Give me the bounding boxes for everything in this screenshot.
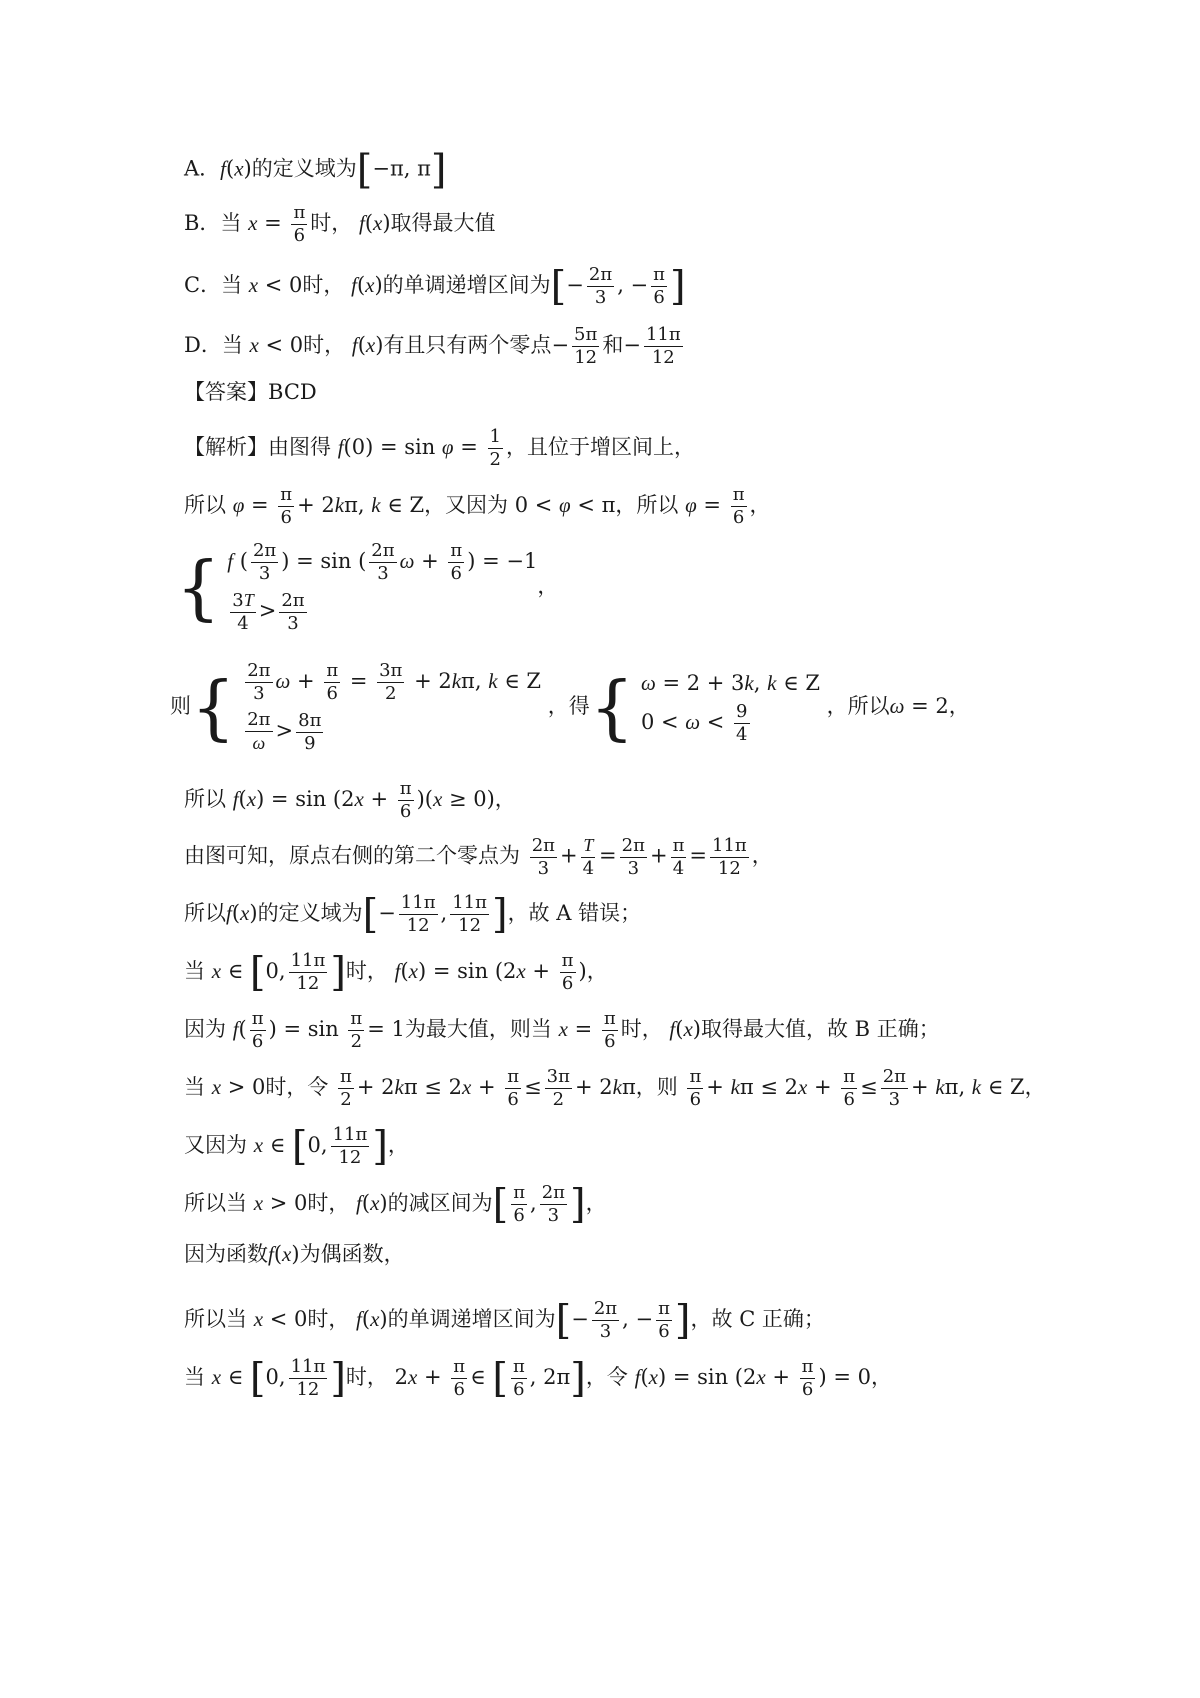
analysis-text: 则	[170, 694, 191, 718]
analysis-text: ，所以	[615, 493, 679, 517]
answer-label: 【答案】	[184, 380, 268, 404]
analysis-text: 所以	[184, 787, 226, 811]
analysis-text: 的单调递增区间为	[387, 1307, 556, 1331]
option-text: 的单调递增区间为	[382, 273, 551, 297]
analysis-text: ，又因为	[424, 493, 509, 517]
formula: ]	[669, 263, 686, 310]
option-text: 当	[220, 211, 242, 235]
analysis-text: 因为	[184, 1017, 226, 1041]
analysis-line-15: 当 x ∈ [0, $\frac{11\pi}{12}$ ]时， 2x + $\frac{\pi}{6}$ ∈ [ $\frac{\pi}{6}$ , 2π]，令 f(x) = sin (2x + $\frac{\pi}{6}$ ) = 0，	[184, 1355, 892, 1402]
option-label: B．	[184, 211, 221, 235]
analysis-line-4: 则{ $\frac{2\pi}{3}$ ω + $\frac{\pi}{6}$ = $\frac{3\pi}{2}$ + 2kπ, k ∈ Z $\frac{2\pi}{\omega}$ > $\frac{8\pi}{9}$ ，得{ ω = 2 + 3k, k ∈ Z 0 < ω < $\frac{9}{4}$ ，所以ω = 2，	[170, 660, 970, 754]
option-label: C．	[184, 273, 222, 297]
fraction: $\frac{\pi}{6}$	[399, 778, 412, 822]
option-text: 和	[602, 333, 624, 357]
formula: f	[351, 273, 357, 297]
option-text: 有且只有两个零点	[383, 333, 552, 357]
equation-system: $\frac{2\pi}{3}$ ω + $\frac{\pi}{6}$ = $\frac{3\pi}{2}$ + 2kπ, k ∈ Z $\frac{2\pi}{\omega}$ > $\frac{8\pi}{9}$	[247, 660, 542, 754]
analysis-label: 【解析】	[184, 435, 268, 459]
analysis-text: 又因为	[184, 1133, 247, 1157]
formula: )	[243, 156, 252, 181]
option-text: 的定义域为	[251, 156, 357, 181]
formula: {	[176, 546, 221, 629]
analysis-text: 因为函数	[184, 1242, 268, 1266]
fraction: $\frac{5\pi}{12}$	[574, 324, 598, 368]
option-text: 当	[221, 333, 243, 357]
formula: x	[248, 273, 259, 297]
formula: [	[550, 263, 567, 310]
analysis-line-1: 【解析】由图得 f(0) = sin φ = $\frac{1}{2}$ ，且位于增区间上，	[184, 426, 695, 470]
option-d: D．当 x < 0时， f(x)有且只有两个零点− $\frac{5\pi}{12}$ 和− $\frac{11\pi}{12}$	[184, 324, 681, 368]
formula: φ	[232, 493, 245, 517]
analysis-text: 的定义域为	[257, 901, 363, 925]
analysis-text: 时，令	[265, 1075, 329, 1099]
formula: [	[356, 147, 373, 193]
analysis-text: 所以当	[184, 1191, 247, 1215]
analysis-text: 时，	[620, 1017, 663, 1041]
fraction: $\frac{2\pi}{3}$	[588, 264, 613, 308]
analysis-line-8: 当 x ∈ [0, $\frac{11\pi}{12}$ ]时， f(x) = sin (2x + $\frac{\pi}{6}$ )，	[184, 949, 608, 996]
analysis-line-11: 又因为 x ∈ [0, $\frac{11\pi}{12}$ ]，	[184, 1123, 409, 1170]
analysis-text: 时，	[345, 1365, 388, 1389]
option-text: 取得最大值	[390, 211, 496, 235]
analysis-line-5: 所以 f(x) = sin (2x + $\frac{\pi}{6}$ )(x ≥ 0)，	[184, 778, 516, 822]
option-text: 时，	[303, 333, 346, 357]
analysis-text: 由图得	[268, 435, 331, 459]
option-a	[184, 147, 447, 193]
formula: f	[337, 435, 344, 459]
option-label: D．	[184, 333, 222, 357]
formula: x	[249, 333, 259, 357]
analysis-line-6: 由图可知，原点右侧的第二个零点为 $\frac{2\pi}{3}$ + $\frac{T}{4}$ = $\frac{2\pi}{3}$ + $\frac{\pi}{4}$ = $\frac{11\pi}{12}$ ，	[184, 834, 773, 879]
fraction: $\frac{11\pi}{12}$	[645, 324, 681, 368]
analysis-line-2: 所以 φ = $\frac{\pi}{6}$ + 2kπ, k ∈ Z，又因为 0 < φ < π，所以 φ = $\frac{\pi}{6}$ ，	[184, 484, 771, 528]
formula: f	[220, 156, 227, 181]
fraction: $\frac{\pi}{6}$	[280, 484, 293, 528]
fraction: $\frac{\pi}{6}$	[732, 484, 745, 528]
analysis-text: 当	[184, 959, 205, 983]
analysis-text: 为最大值，则当	[404, 1017, 552, 1041]
analysis-text: 为偶函数，	[299, 1242, 405, 1266]
formula: (	[226, 156, 235, 181]
option-text: 时，	[310, 211, 353, 235]
analysis-line-10: 当 x > 0时，令 $\frac{\pi}{2}$ + 2kπ ≤ 2x + $\frac{\pi}{6}$ ≤ $\frac{3\pi}{2}$ + 2kπ，则 $\frac{\pi}{6}$ + kπ ≤ 2x + $\frac{\pi}{6}$ ≤ $\frac{2\pi}{3}$ + kπ, k ∈ Z，	[184, 1066, 1046, 1110]
analysis-text: ，故 C 正确；	[690, 1307, 825, 1331]
formula: {	[191, 666, 236, 749]
fraction: $\frac{1}{2}$	[489, 426, 501, 470]
option-b: B．当 x = $\frac{\pi}{6}$ 时， f(x)取得最大值	[184, 202, 496, 246]
analysis-text: 所以	[184, 493, 226, 517]
analysis-line-12: 所以当 x > 0时， f(x)的减区间为[ $\frac{\pi}{6}$ , $\frac{2\pi}{3}$ ]，	[184, 1181, 607, 1228]
analysis-text: ，所以	[826, 694, 890, 718]
analysis-text: ，故 A 错误；	[507, 901, 642, 925]
analysis-text: 当	[184, 1365, 205, 1389]
formula: f	[351, 333, 358, 357]
analysis-text: ，则	[635, 1075, 678, 1099]
fraction: $\frac{\pi}{6}$	[653, 264, 665, 308]
option-c: C．当 x < 0时， f(x)的单调递增区间为[− $\frac{2\pi}{3}$ , − $\frac{\pi}{6}$ ]	[184, 263, 686, 310]
formula: {	[589, 666, 635, 749]
analysis-line-14: 所以当 x < 0时， f(x)的单调递增区间为[− $\frac{2\pi}{3}$ , − $\frac{\pi}{6}$ ]，故 C 正确；	[184, 1297, 825, 1344]
equation-system: f ( $\frac{2\pi}{3}$ ) = sin ( $\frac{2\pi}{3}$ ω + $\frac{\pi}{6}$ ) = −1 $\frac{3T}{4}$ > $\frac{2\pi}{3}$	[227, 540, 538, 634]
analysis-line-13: 因为函数f(x)为偶函数，	[184, 1242, 405, 1266]
option-text: 时，	[302, 273, 345, 297]
analysis-text: 当	[184, 1075, 205, 1099]
analysis-text: ，令	[585, 1365, 628, 1389]
analysis-text: 由图可知，原点右侧的第二个零点为	[184, 843, 520, 868]
formula: f	[358, 211, 365, 235]
fraction: $\frac{\pi}{6}$	[293, 202, 306, 246]
analysis-text: ，且位于增区间上，	[505, 435, 695, 459]
formula: x	[248, 211, 258, 235]
analysis-text: 时，	[307, 1307, 350, 1331]
equation-system: ω = 2 + 3k, k ∈ Z 0 < ω < $\frac{9}{4}$	[640, 671, 820, 745]
analysis-text: 的减区间为	[387, 1191, 493, 1215]
answer-line	[184, 378, 317, 406]
analysis-line-7: 所以f(x)的定义域为[− $\frac{11\pi}{12}$ , $\frac{11\pi}{12}$ ]，故 A 错误；	[184, 891, 642, 938]
analysis-text: 所以	[184, 901, 226, 925]
analysis-text: ，得	[547, 694, 590, 718]
formula: −π, π	[372, 156, 431, 181]
analysis-text: 取得最大值，故 B 正确；	[700, 1017, 940, 1041]
option-label: A．	[184, 156, 221, 181]
answer-value: BCD	[268, 380, 317, 404]
analysis-line-3: { f ( $\frac{2\pi}{3}$ ) = sin ( $\frac{2\pi}{3}$ ω + $\frac{\pi}{6}$ ) = −1 $\frac{3T}{4}$ > $\frac{2\pi}{3}$ ，	[176, 540, 559, 634]
formula: x	[234, 156, 244, 181]
formula: ]	[430, 147, 447, 193]
analysis-text: 时，	[345, 959, 388, 983]
analysis-line-9: 因为 f( $\frac{\pi}{6}$ ) = sin $\frac{\pi}{2}$ = 1为最大值，则当 x = $\frac{\pi}{6}$ 时， f(x)取得最大值，故 B 正确；	[184, 1008, 940, 1052]
analysis-text: 时，	[307, 1191, 350, 1215]
analysis-text: 所以当	[184, 1307, 247, 1331]
option-text: 当	[221, 273, 243, 297]
